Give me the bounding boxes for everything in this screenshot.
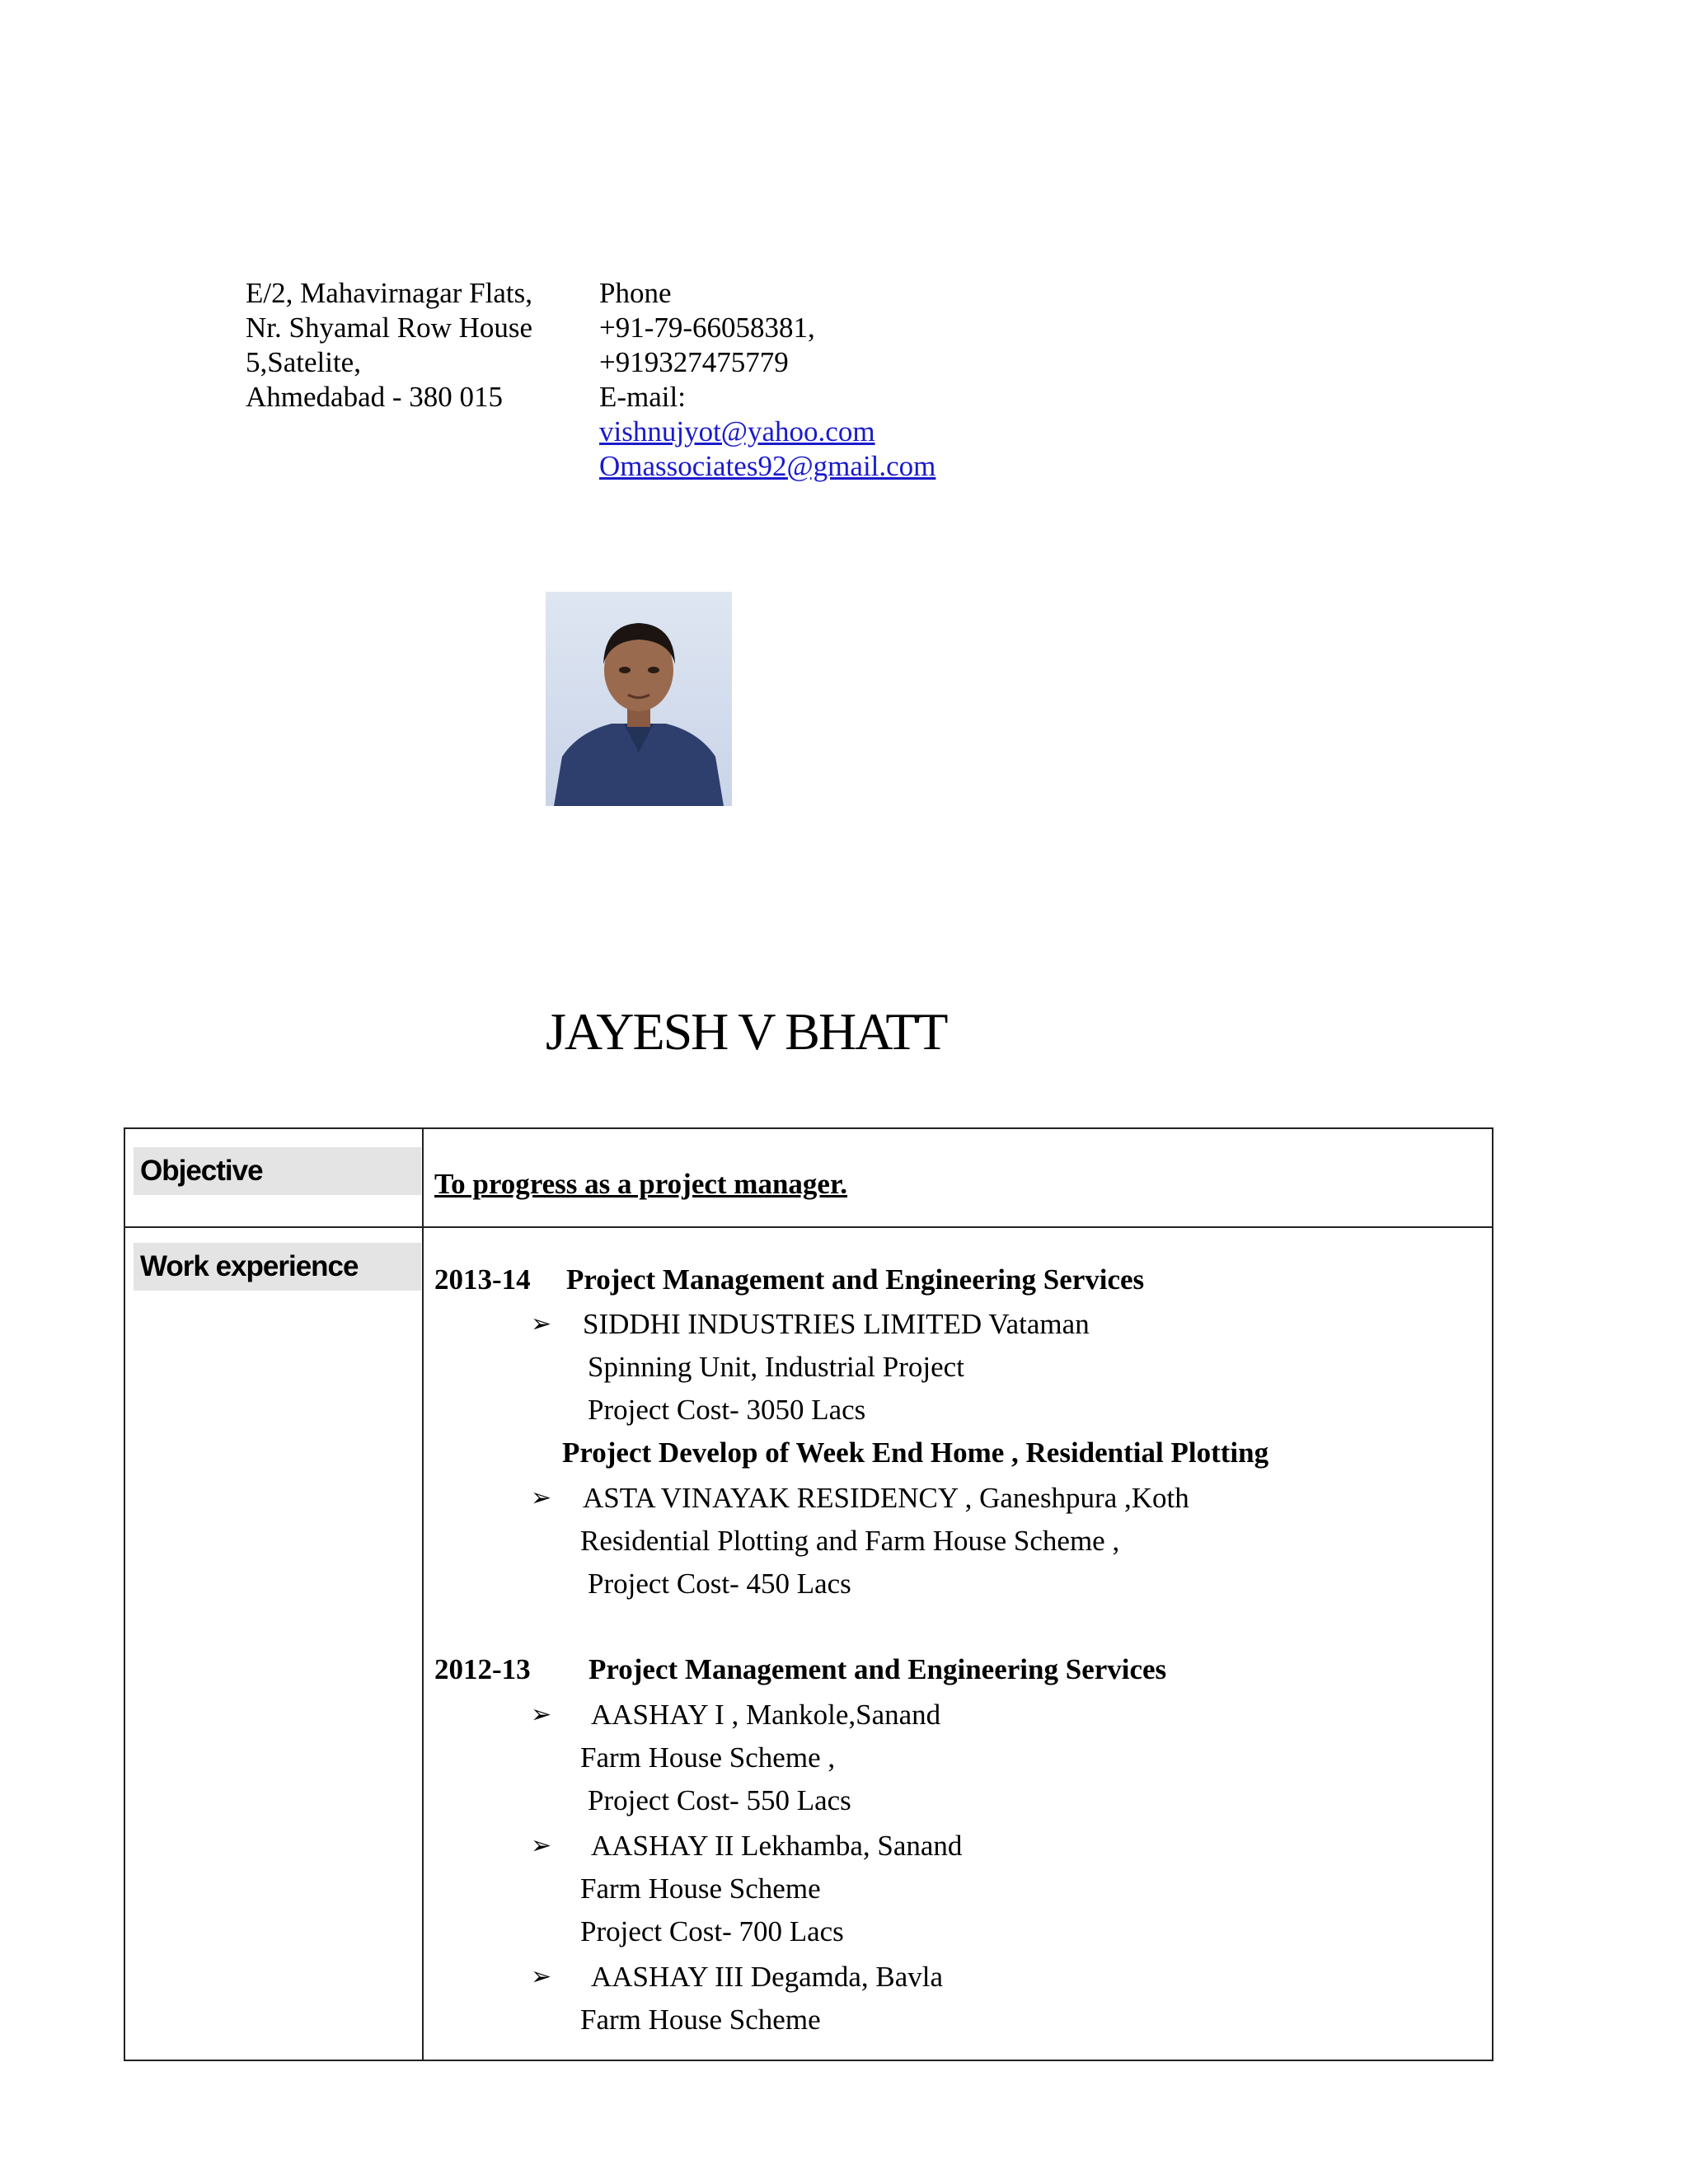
address-line-3: 5,Satelite, (246, 346, 361, 378)
objective-label: Objective (134, 1147, 421, 1195)
section-title-2012: Project Management and Engineering Services (588, 1653, 1167, 1685)
project-astavinayak-line-2: Residential Plotting and Farm House Scheme , (580, 1525, 1120, 1557)
section-subtitle-2013: Project Develop of Week End Home , Residential Plotting (562, 1436, 1269, 1469)
address-block (246, 276, 532, 415)
email-link-1[interactable]: vishnujyot@yahoo.com (599, 415, 875, 448)
project-aashay-3-line-2: Farm House Scheme (580, 2004, 821, 2036)
arrowhead-bullet-icon: ➢ (531, 1963, 552, 1990)
section-title-2013: Project Management and Engineering Services (566, 1263, 1145, 1296)
project-aashay-1-line-2: Farm House Scheme , (580, 1741, 836, 1774)
project-aashay-3-line-1: AASHAY III Degamda, Bavla (591, 1961, 944, 1993)
objective-text: To progress as a project manager. (434, 1168, 848, 1200)
address-line-2: Nr. Shyamal Row House (246, 312, 533, 344)
project-siddhi-cost: Project Cost- 3050 Lacs (588, 1394, 866, 1426)
project-aashay-2-cost: Project Cost- 700 Lacs (580, 1915, 844, 1947)
email-link-2[interactable]: Omassociates92@gmail.com (599, 450, 936, 482)
address-line-4: Ahmedabad - 380 015 (246, 381, 504, 413)
project-aashay-1-line-1: AASHAY I , Mankole,Sanand (591, 1699, 941, 1731)
project-aashay-2-line-2: Farm House Scheme (580, 1872, 821, 1905)
arrowhead-bullet-icon: ➢ (531, 1832, 552, 1859)
address-line-1: E/2, Mahavirnagar Flats, (246, 277, 532, 309)
project-siddhi-line-1: SIDDHI INDUSTRIES LIMITED Vataman (583, 1308, 1090, 1340)
project-astavinayak-cost: Project Cost- 450 Lacs (588, 1568, 851, 1600)
column-divider (422, 1129, 424, 2060)
year-2013-14: 2013-14 (434, 1263, 531, 1296)
resume-table (124, 1127, 1493, 2061)
arrowhead-bullet-icon: ➢ (531, 1701, 552, 1728)
project-aashay-2-line-1: AASHAY II Lekhamba, Sanand (591, 1830, 963, 1862)
email-label: E-mail: (599, 381, 686, 413)
arrowhead-bullet-icon: ➢ (531, 1310, 552, 1338)
contact-block (599, 276, 935, 484)
project-aashay-1-cost: Project Cost- 550 Lacs (588, 1784, 851, 1816)
profile-photo (546, 592, 732, 806)
project-astavinayak-line-1: ASTA VINAYAK RESIDENCY , Ganeshpura ,Koth (583, 1482, 1189, 1514)
phone-1: +91-79-66058381, (599, 312, 815, 344)
phone-2: +919327475779 (599, 346, 789, 378)
row-divider (125, 1226, 1492, 1228)
work-experience-label: Work experience (134, 1243, 421, 1291)
arrowhead-bullet-icon: ➢ (531, 1484, 552, 1511)
candidate-name: JAYESH V BHATT (546, 1002, 947, 1061)
phone-label: Phone (599, 277, 672, 309)
project-siddhi-line-2: Spinning Unit, Industrial Project (588, 1351, 964, 1383)
year-2012-13: 2012-13 (434, 1653, 531, 1685)
